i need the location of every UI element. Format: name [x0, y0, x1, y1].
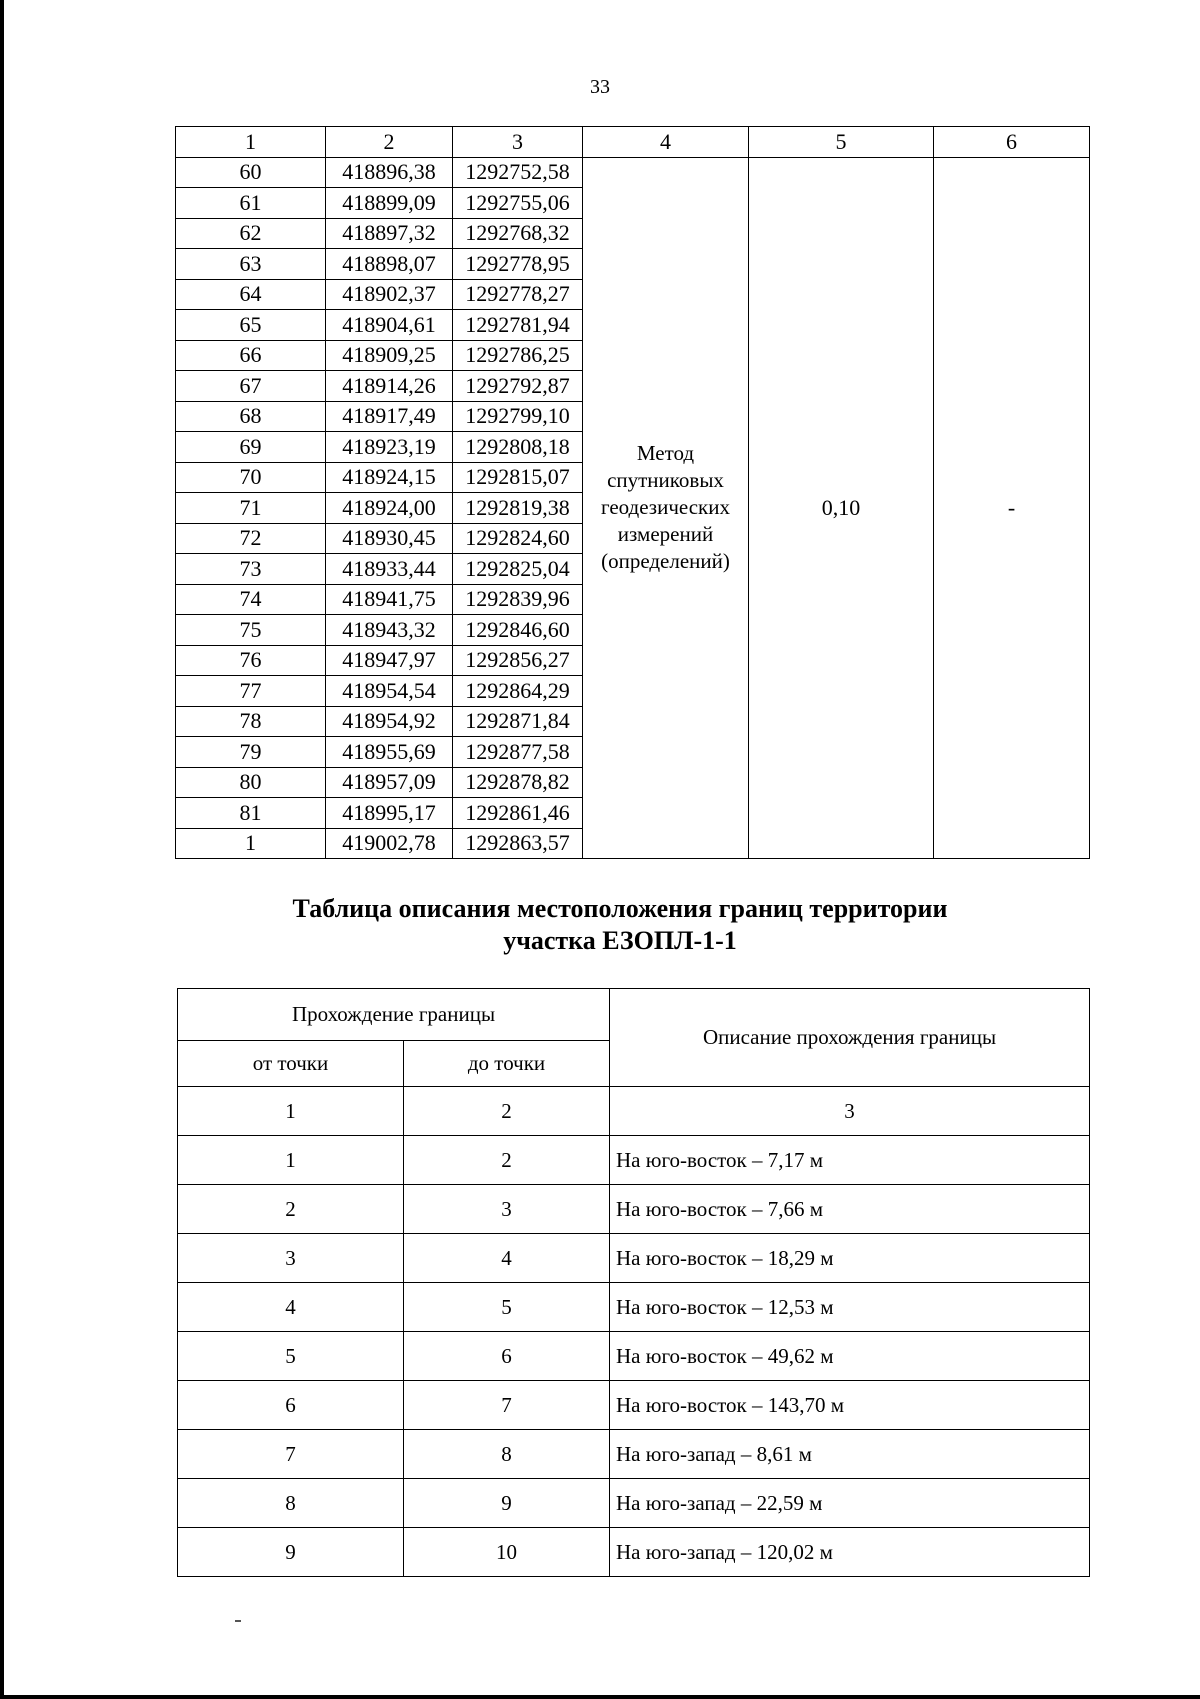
point-number-cell: 72 — [176, 523, 326, 554]
x-coordinate-cell: 418955,69 — [326, 737, 453, 768]
point-number-cell: 69 — [176, 432, 326, 463]
point-number-cell: 60 — [176, 157, 326, 188]
scan-mark — [235, 1620, 241, 1622]
borders-body — [178, 1087, 1090, 1577]
y-coordinate-cell: 1292861,46 — [453, 798, 583, 829]
x-coordinate-cell: 418995,17 — [326, 798, 453, 829]
x-coordinate-cell: 418902,37 — [326, 279, 453, 310]
table-row — [178, 1479, 1090, 1528]
y-coordinate-cell: 1292781,94 — [453, 310, 583, 341]
x-coordinate-cell: 418898,07 — [326, 249, 453, 280]
header-from-point: от точки — [178, 1041, 404, 1087]
x-coordinate-cell: 419002,78 — [326, 828, 453, 859]
point-number-cell: 68 — [176, 401, 326, 432]
to-point-cell: 4 — [404, 1234, 610, 1283]
number-cell: 1 — [178, 1087, 404, 1136]
method-line: (определений) — [601, 549, 730, 574]
point-number-cell: 64 — [176, 279, 326, 310]
point-number-cell: 81 — [176, 798, 326, 829]
to-point-cell: 7 — [404, 1381, 610, 1430]
number-cell: 2 — [404, 1087, 610, 1136]
column6-cell: - — [934, 157, 1090, 859]
borders-header-row — [178, 989, 1090, 1041]
x-coordinate-cell: 418897,32 — [326, 218, 453, 249]
table-row — [178, 1430, 1090, 1479]
x-coordinate-cell: 418930,45 — [326, 523, 453, 554]
borders-table — [177, 988, 1090, 1577]
table-row — [178, 1332, 1090, 1381]
method-cell — [583, 157, 749, 859]
from-point-cell: 6 — [178, 1381, 404, 1430]
point-number-cell: 70 — [176, 462, 326, 493]
x-coordinate-cell: 418924,15 — [326, 462, 453, 493]
y-coordinate-cell: 1292778,27 — [453, 279, 583, 310]
point-number-cell: 78 — [176, 706, 326, 737]
y-coordinate-cell: 1292839,96 — [453, 584, 583, 615]
borders-number-row — [178, 1087, 1090, 1136]
page-left-edge — [0, 0, 4, 1699]
description-cell: На юго-запад – 22,59 м — [610, 1479, 1090, 1528]
y-coordinate-cell: 1292878,82 — [453, 767, 583, 798]
y-coordinate-cell: 1292877,58 — [453, 737, 583, 768]
to-point-cell: 2 — [404, 1136, 610, 1185]
table-row — [178, 1381, 1090, 1430]
method-line: геодезических — [600, 495, 730, 520]
y-coordinate-cell: 1292778,95 — [453, 249, 583, 280]
point-number-cell: 77 — [176, 676, 326, 707]
x-coordinate-cell: 418924,00 — [326, 493, 453, 524]
description-cell: На юго-восток – 7,66 м — [610, 1185, 1090, 1234]
point-number-cell: 80 — [176, 767, 326, 798]
header-to-point: до точки — [404, 1041, 610, 1087]
table-row — [178, 1283, 1090, 1332]
point-number-cell: 1 — [176, 828, 326, 859]
x-coordinate-cell: 418914,26 — [326, 371, 453, 402]
point-number-cell: 61 — [176, 188, 326, 219]
to-point-cell: 9 — [404, 1479, 610, 1528]
y-coordinate-cell: 1292863,57 — [453, 828, 583, 859]
x-coordinate-cell: 418957,09 — [326, 767, 453, 798]
description-cell: На юго-запад – 8,61 м — [610, 1430, 1090, 1479]
coordinates-header-row — [176, 127, 1090, 158]
point-number-cell: 74 — [176, 584, 326, 615]
table-row — [178, 1185, 1090, 1234]
method-line: Метод — [636, 441, 695, 466]
description-cell: На юго-восток – 143,70 м — [610, 1381, 1090, 1430]
description-cell: На юго-восток – 12,53 м — [610, 1283, 1090, 1332]
y-coordinate-cell: 1292825,04 — [453, 554, 583, 585]
y-coordinate-cell: 1292819,38 — [453, 493, 583, 524]
point-number-cell: 62 — [176, 218, 326, 249]
coordinates-header-cell: 1 — [176, 127, 326, 158]
to-point-cell: 8 — [404, 1430, 610, 1479]
from-point-cell: 9 — [178, 1528, 404, 1577]
coordinates-header-cell: 2 — [326, 127, 453, 158]
x-coordinate-cell: 418923,19 — [326, 432, 453, 463]
y-coordinate-cell: 1292752,58 — [453, 157, 583, 188]
from-point-cell: 7 — [178, 1430, 404, 1479]
y-coordinate-cell: 1292846,60 — [453, 615, 583, 646]
coordinates-header-cell: 3 — [453, 127, 583, 158]
header-passage: Прохождение границы — [178, 989, 610, 1041]
to-point-cell: 3 — [404, 1185, 610, 1234]
x-coordinate-cell: 418909,25 — [326, 340, 453, 371]
from-point-cell: 2 — [178, 1185, 404, 1234]
y-coordinate-cell: 1292864,29 — [453, 676, 583, 707]
y-coordinate-cell: 1292799,10 — [453, 401, 583, 432]
x-coordinate-cell: 418933,44 — [326, 554, 453, 585]
coordinates-body — [176, 157, 1090, 859]
y-coordinate-cell: 1292768,32 — [453, 218, 583, 249]
x-coordinate-cell: 418917,49 — [326, 401, 453, 432]
y-coordinate-cell: 1292755,06 — [453, 188, 583, 219]
from-point-cell: 8 — [178, 1479, 404, 1528]
x-coordinate-cell: 418941,75 — [326, 584, 453, 615]
y-coordinate-cell: 1292815,07 — [453, 462, 583, 493]
point-number-cell: 67 — [176, 371, 326, 402]
section-title-line: Таблица описания местоположения границ территории — [292, 894, 948, 923]
y-coordinate-cell: 1292871,84 — [453, 706, 583, 737]
table-row — [178, 1136, 1090, 1185]
header-description: Описание прохождения границы — [610, 989, 1090, 1087]
page-bottom-edge — [0, 1695, 1200, 1699]
x-coordinate-cell: 418954,92 — [326, 706, 453, 737]
y-coordinate-cell: 1292808,18 — [453, 432, 583, 463]
section-title-line: участка ЕЗОПЛ-1-1 — [503, 926, 737, 955]
point-number-cell: 79 — [176, 737, 326, 768]
number-cell: 3 — [610, 1087, 1090, 1136]
method-line: измерений — [617, 522, 714, 547]
from-point-cell: 3 — [178, 1234, 404, 1283]
from-point-cell: 5 — [178, 1332, 404, 1381]
point-number-cell: 71 — [176, 493, 326, 524]
y-coordinate-cell: 1292792,87 — [453, 371, 583, 402]
x-coordinate-cell: 418904,61 — [326, 310, 453, 341]
point-number-cell: 75 — [176, 615, 326, 646]
x-coordinate-cell: 418899,09 — [326, 188, 453, 219]
section-title — [200, 893, 1040, 957]
description-cell: На юго-восток – 49,62 м — [610, 1332, 1090, 1381]
table-row — [178, 1234, 1090, 1283]
coordinates-header-cell: 4 — [583, 127, 749, 158]
coordinates-table — [175, 126, 1090, 859]
description-cell: На юго-восток – 7,17 м — [610, 1136, 1090, 1185]
y-coordinate-cell: 1292856,27 — [453, 645, 583, 676]
method-line: спутниковых — [607, 468, 724, 493]
to-point-cell: 10 — [404, 1528, 610, 1577]
description-cell: На юго-восток – 18,29 м — [610, 1234, 1090, 1283]
to-point-cell: 5 — [404, 1283, 610, 1332]
y-coordinate-cell: 1292786,25 — [453, 340, 583, 371]
x-coordinate-cell: 418947,97 — [326, 645, 453, 676]
y-coordinate-cell: 1292824,60 — [453, 523, 583, 554]
from-point-cell: 4 — [178, 1283, 404, 1332]
point-number-cell: 76 — [176, 645, 326, 676]
point-number-cell: 73 — [176, 554, 326, 585]
accuracy-cell: 0,10 — [749, 157, 934, 859]
coordinates-header-cell: 6 — [934, 127, 1090, 158]
x-coordinate-cell: 418954,54 — [326, 676, 453, 707]
x-coordinate-cell: 418896,38 — [326, 157, 453, 188]
from-point-cell: 1 — [178, 1136, 404, 1185]
table-row — [176, 157, 1090, 188]
table-row — [178, 1528, 1090, 1577]
point-number-cell: 66 — [176, 340, 326, 371]
coordinates-header-cell: 5 — [749, 127, 934, 158]
x-coordinate-cell: 418943,32 — [326, 615, 453, 646]
description-cell: На юго-запад – 120,02 м — [610, 1528, 1090, 1577]
page-number: 33 — [590, 76, 610, 98]
to-point-cell: 6 — [404, 1332, 610, 1381]
point-number-cell: 63 — [176, 249, 326, 280]
point-number-cell: 65 — [176, 310, 326, 341]
